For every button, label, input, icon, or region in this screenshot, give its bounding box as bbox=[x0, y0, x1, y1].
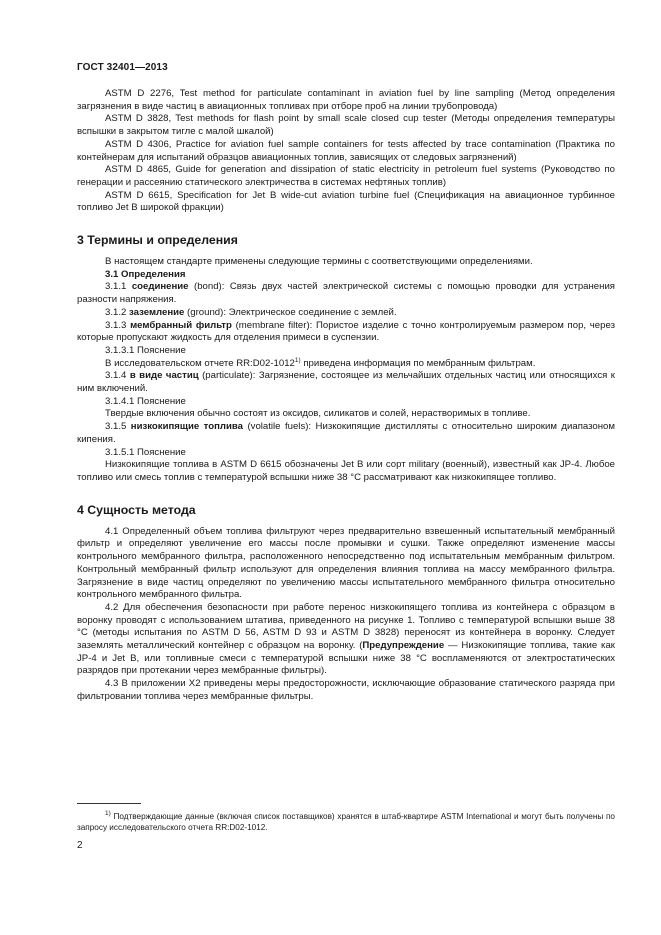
reference-item: ASTM D 6615, Specification for Jet B wide-cut aviation turbine fuel (Спецификация на авиационное турбинное топливо Jet B широкой фракции) bbox=[77, 189, 615, 214]
paragraph-4-1: 4.1 Определенный объем топлива фильтруют через предварительно взвешенный испытательный мембранный фильтр и определяют увеличение его массы после промывки и сушки. Также определяют изменение массы контрольного мембранного фильтра, расположенного непосредственно под испытательным мембранным фильтром. Контрольный мембранный фильтр используют для определения влияния топлива на массу мембранного фильтра. Загрязнение в виде частиц определяют по увеличению массы испытательного мембранного фильтра относительно контрольного мембранного фильтра. bbox=[77, 525, 615, 601]
reference-item: ASTM D 2276, Test method for particulate contaminant in aviation fuel by line sampling (Метод определения загрязнения в виде частиц в авиационных топливах при отборе проб на линии трубопровода) bbox=[77, 88, 615, 112]
note-heading: 3.1.3.1 Пояснение bbox=[105, 344, 186, 356]
note-heading: 3.1.5.1 Пояснение bbox=[105, 446, 186, 458]
paragraph-4-2: 4.2 Для обеспечения безопасности при работе перенос низкокипящего топлива из контейнера с образцом в воронку проводят с использованием штатива, приведенного на рисунке 1. Топливо с температурой вспышки выше 38 °С (методы испытания по ASTM D 56, ASTM D 93 и ASTM D 3828) переносят из контейнера в воронку. Следует заземлять металлический контейнер с образцом на воронку. (Предупреждение — Низкокипящие топлива, такие как JP-4 и Jet B, или топливные смеси с температурой вспышки ниже 38 °С воспламеняются от электростатических разрядов при протекании через мембранные фильтры). bbox=[77, 601, 615, 677]
note-text: В исследовательском отчете RR:D02-1012$^{1)}$ приведена информация по мембранным фильтрам. bbox=[105, 356, 536, 369]
document-body bbox=[77, 88, 615, 704]
note-heading: 3.1.4.1 Пояснение bbox=[105, 395, 186, 407]
note-text: Низкокипящие топлива в ASTM D 6615 обозначены Jet B или сорт military (военный), известный как JP-4. Любое топливо или смесь топлив с температурой вспышки ниже 38 °С рассматривают как низкокипящее топливо. bbox=[77, 459, 615, 483]
standard-header: ГОСТ 32401—2013 bbox=[77, 62, 168, 73]
subsection-3-1-heading: 3.1 Определения bbox=[105, 268, 186, 280]
term-particulate: 3.1.4 в виде частиц (particulate): Загрязнение, состоящее из мельчайших отдельных частиц или относящихся к ним включений. bbox=[77, 370, 615, 395]
footnote: $^{1)}$ Подтверждающие данные (включая список поставщиков) хранятся в штаб-квартире ASTM International и могут быть получены по запросу исследовательского отчета RR:D02-1012. bbox=[77, 810, 615, 832]
reference-item: ASTM D 3828, Test methods for flash point by small scale closed cup tester (Методы определения температуры вспышки в закрытом тигле с малой шкалой) bbox=[77, 113, 615, 138]
page-number: 2 bbox=[77, 840, 83, 851]
footnote-ref: 1) bbox=[294, 356, 301, 364]
term-volatile-fuels: 3.1.5 низкокипящие топлива (volatile fuels): Низкокипящие дистилляты с относительно широким диапазоном кипения. bbox=[77, 421, 615, 445]
term-bond: 3.1.1 соединение (bond): Связь двух частей электрической системы с помощью проводки для устранения разности напряжения. bbox=[77, 281, 615, 306]
section-3-title: 3 Термины и определения bbox=[77, 233, 238, 248]
section-4-title: 4 Сущность метода bbox=[77, 502, 196, 517]
footnote-divider bbox=[77, 803, 141, 804]
term-membrane-filter: 3.1.3 мембранный фильтр (membrane filter): Пористое изделие с точно контролируемым размером пор, через которые пропускают жидкость для отделения примеси в суспензии. bbox=[77, 319, 615, 344]
reference-list bbox=[77, 88, 615, 215]
section-3-intro: В настоящем стандарте применены следующие термины с соответствующими определениями. bbox=[105, 256, 533, 268]
paragraph-4-3: 4.3 В приложении Х2 приведены меры предосторожности, исключающие образование статического разряда при фильтровании топлива через мембранные фильтры. bbox=[77, 678, 615, 702]
reference-item: ASTM D 4865, Guide for generation and dissipation of static electricity in petroleum fuel systems (Руководство по генерации и рассеянию статического электричества в системах нефтяных топлив) bbox=[77, 164, 615, 188]
note-text: Твердые включения обычно состоят из оксидов, силикатов и солей, нерастворимых в топливе. bbox=[105, 408, 531, 420]
footnote-marker: 1) bbox=[105, 810, 111, 817]
term-ground: 3.1.2 заземление (ground): Электрическое соединение с землей. bbox=[105, 306, 397, 318]
reference-item: ASTM D 4306, Practice for aviation fuel sample containers for tests affected by trace contamination (Практика по контейнерам для испытаний образцов авиационных топлив, зависящих от следовых загрязнений) bbox=[77, 138, 615, 163]
